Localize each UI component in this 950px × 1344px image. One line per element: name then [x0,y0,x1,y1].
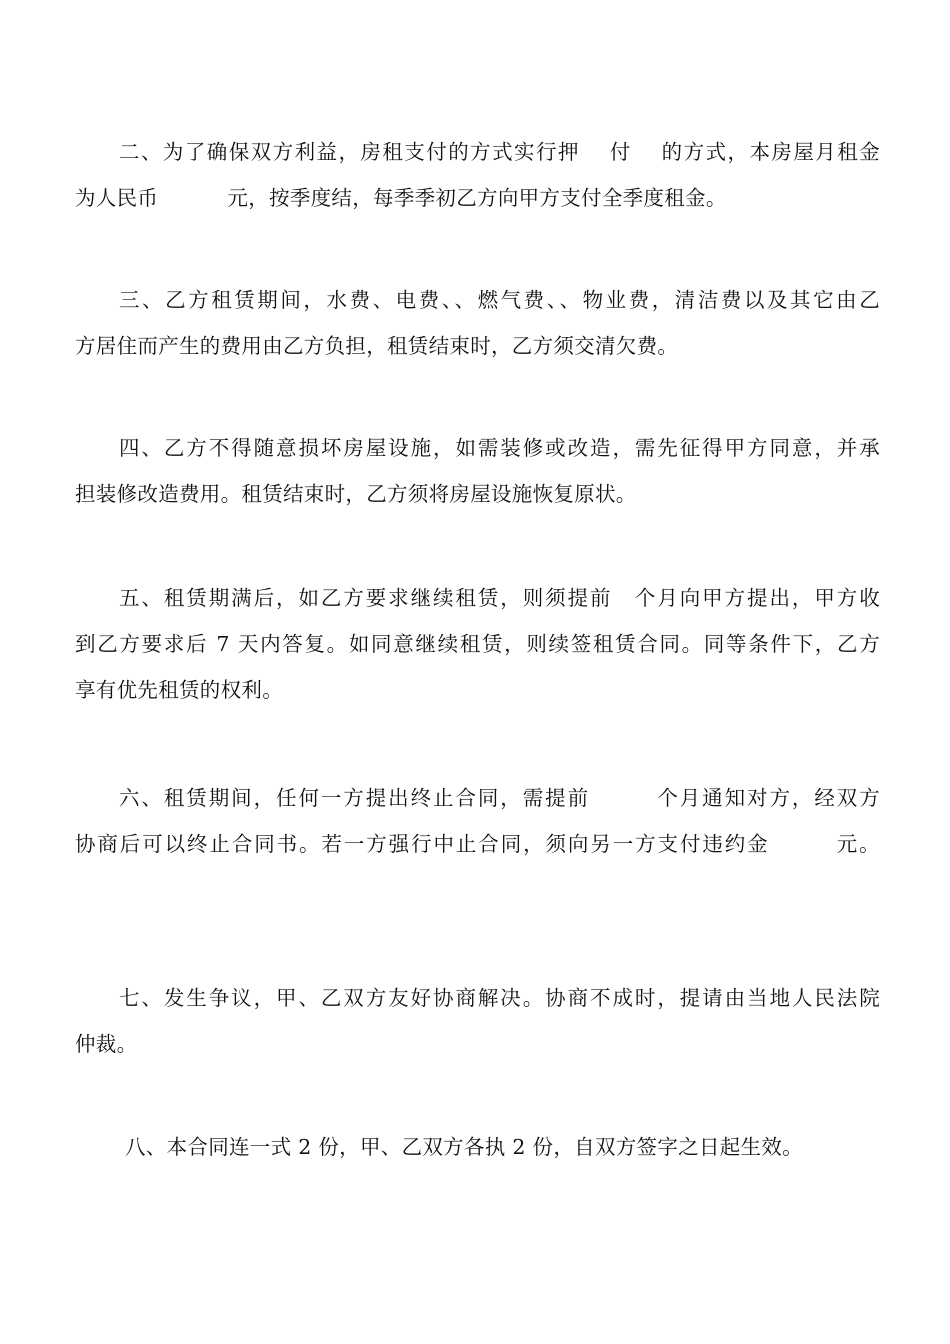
clause-7 [75,975,880,1067]
clause-line: 协商后可以终止合同书。若一方强行中止合同，须向另一方支付违约金 元。 [75,832,880,856]
clause-5 [75,575,880,713]
clause-8 [75,1124,880,1170]
clause-line: 五、租赁期满后，如乙方要求继续租赁，则须提前 个月向甲方提出，甲方收 [119,586,880,610]
clause-line: 四、乙方不得随意损坏房屋设施，如需装修或改造，需先征得甲方同意，并承 [119,436,880,460]
clause-3 [75,277,880,369]
clause-4 [75,425,880,517]
clause-line: 三、乙方租赁期间，水费、电费、、燃气费、、物业费，清洁费以及其它由乙 [119,288,880,312]
clause-2 [75,129,880,221]
clause-line: 七、发生争议，甲、乙双方友好协商解决。协商不成时，提请由当地人民法院 [119,986,880,1010]
clause-line: 二、为了确保双方利益，房租支付的方式实行押 付 的方式，本房屋月租金 [119,140,880,164]
clause-line: 为人民币 元，按季度结，每季季初乙方向甲方支付全季度租金。 [75,186,727,210]
clause-6 [75,775,880,867]
clause-line: 享有优先租赁的权利。 [75,678,283,702]
clause-line: 仲裁。 [75,1032,138,1056]
clause-line: 担装修改造费用。租赁结束时，乙方须将房屋设施恢复原状。 [75,482,637,506]
clause-line: 六、租赁期间，任何一方提出终止合同，需提前 个月通知对方，经双方 [119,786,880,810]
clause-line: 到乙方要求后 7 天内答复。如同意继续租赁，则续签租赁合同。同等条件下，乙方 [75,632,880,656]
clause-line: 方居住而产生的费用由乙方负担，租赁结束时，乙方须交清欠费。 [75,334,679,358]
clause-line: 八、本合同连一式 2 份，甲、乙双方各执 2 份，自双方签字之日起生效。 [125,1135,803,1159]
